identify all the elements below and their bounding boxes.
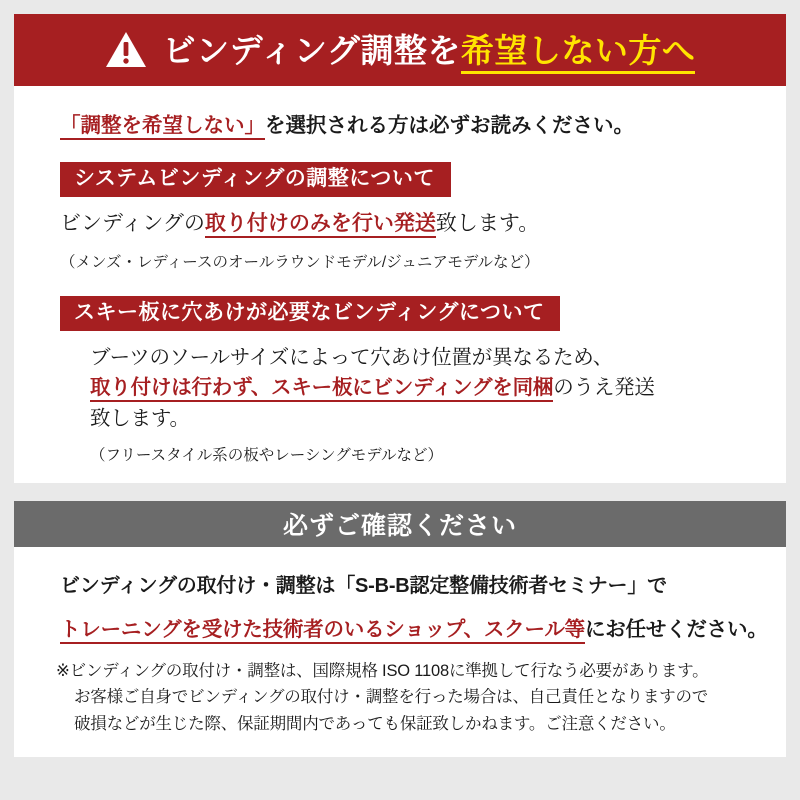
panel-one-title xyxy=(162,31,696,69)
lead-quoted: 「調整を希望しない」 xyxy=(60,114,265,140)
section-two-line2-emphasis: 取り付けは行わず、スキー板にビンディングを同梱 xyxy=(90,376,553,402)
section-one-body xyxy=(14,209,786,239)
panel-two-header xyxy=(14,501,786,547)
panel-one-title-plain: ビンディング調整を xyxy=(162,31,461,69)
panel-two-note-line1: ※ビンディングの取付け・調整は、国際規格 ISO 1108に準拠して行なう必要があります。 xyxy=(56,661,709,680)
section-one-body-after: 致します。 xyxy=(435,212,540,236)
panel-one-title-highlight: 希望しない方へ xyxy=(461,32,696,74)
section-one-heading: システムビンディングの調整について xyxy=(60,162,451,197)
warning-exclamation-triangle-icon xyxy=(105,31,147,69)
panel-two-note xyxy=(14,658,786,737)
section-one-body-before: ビンディングの xyxy=(60,212,205,236)
panel-two-title: 必ずご確認ください xyxy=(282,511,517,540)
section-two-line3: 致します。 xyxy=(90,407,190,431)
lead-rest: を選択される方は必ずお読みください。 xyxy=(265,114,634,137)
section-two-body xyxy=(14,343,786,435)
panel-two-line-two-rest: にお任せください。 xyxy=(584,617,768,641)
confirmation-panel xyxy=(14,501,786,757)
lead-text xyxy=(14,108,786,138)
section-two-line2-after: のうえ発送 xyxy=(553,376,655,400)
panel-two-note-line2: お客様ご自身でビンディングの取付け・調整を行った場合は、自己責任となりますので xyxy=(74,688,709,707)
panel-two-note-line3: 破損などが生じた際、保証期間内であっても保証致しかねます。ご注意ください。 xyxy=(74,714,676,733)
panel-two-line-two-emphasis: トレーニングを受けた技術者のいるショップ、スクール等 xyxy=(60,618,585,644)
panel-two-line-two xyxy=(14,612,786,642)
panel-one-header xyxy=(14,14,786,86)
section-two-note: （フリースタイル系の板やレーシングモデルなど） xyxy=(90,446,444,464)
section-one-note: （メンズ・レディースのオールラウンドモデル/ジュニアモデルなど） xyxy=(60,253,540,271)
panel-two-line-one: ビンディングの取付け・調整は「S-B-B認定整備技術者セミナー」で xyxy=(60,574,667,597)
panel-divider xyxy=(14,483,786,501)
section-one-body-emphasis: 取り付けのみを行い発送 xyxy=(205,212,436,238)
section-two-line1: ブーツのソールサイズによって穴あけ位置が異なるため、 xyxy=(90,345,614,369)
binding-adjustment-decline-panel xyxy=(14,14,786,483)
section-two-heading: スキー板に穴あけが必要なビンディングについて xyxy=(60,296,560,331)
